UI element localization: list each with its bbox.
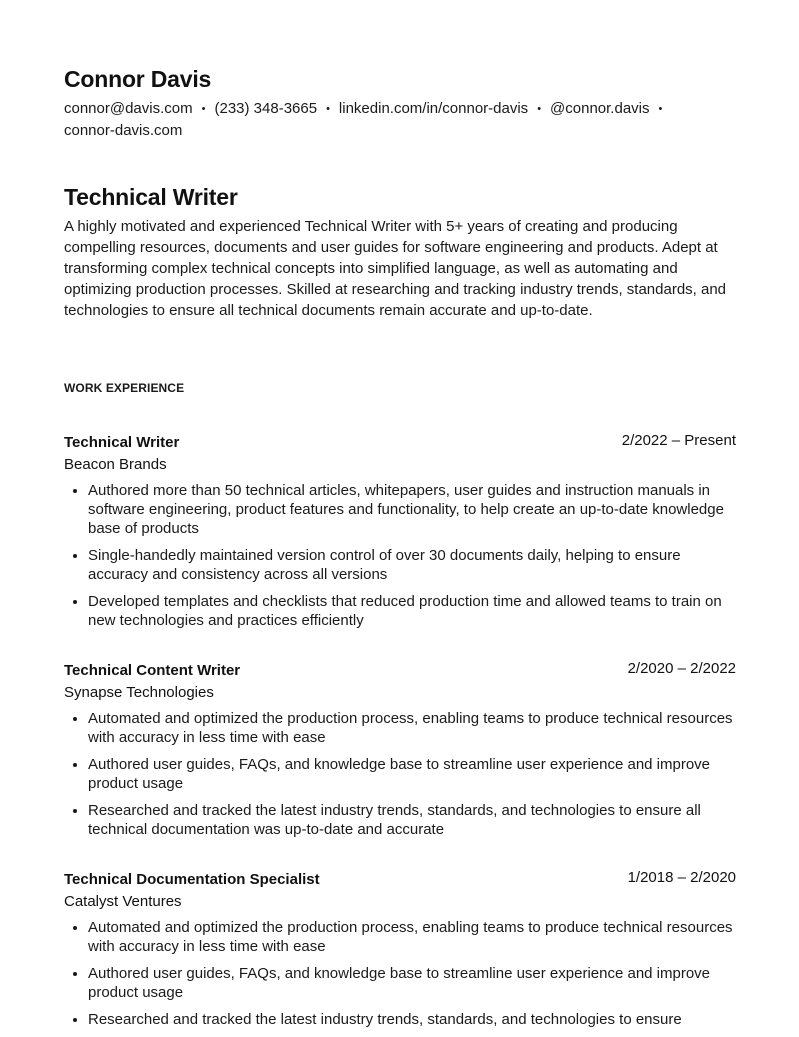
contact-linkedin: linkedin.com/in/connor-davis <box>338 100 529 117</box>
contact-separator: • <box>658 103 663 115</box>
job-title: Technical Writer <box>64 434 180 451</box>
candidate-name: Connor Davis <box>64 66 212 92</box>
job-bullet: • Researched and tracked the latest industry trends, standards, and technologies to ensure all technical documentation was up-to-date and accurate <box>88 801 736 839</box>
contact-website: connor-davis.com <box>64 122 183 139</box>
job-bullet-list <box>64 481 736 630</box>
job-bullet: • Developed templates and checklists that reduced production time and allowed teams to train on new technologies and practices efficiently <box>88 592 736 630</box>
job-dates: 2/2022 – Present <box>621 432 736 449</box>
contact-separator: • <box>537 103 542 115</box>
job-bullet: • Authored user guides, FAQs, and knowledge base to streamline user experience and improve product usage <box>88 755 736 793</box>
job-company: Beacon Brands <box>64 456 167 473</box>
job-bullet: • Researched and tracked the latest industry trends, standards, and technologies to ensure <box>88 1010 736 1029</box>
contact-handle: @connor.davis <box>550 100 650 117</box>
job-company: Synapse Technologies <box>64 684 214 701</box>
job-entry <box>64 432 736 638</box>
job-dates: 2/2020 – 2/2022 <box>627 660 736 677</box>
section-heading-work-experience: WORK EXPERIENCE <box>64 381 185 395</box>
contact-line <box>64 98 736 141</box>
job-bullet: • Automated and optimized the production process, enabling teams to produce technical resources with accuracy in less time with ease <box>88 918 736 956</box>
contact-phone: (233) 348-3665 <box>214 100 318 117</box>
job-title: Technical Documentation Specialist <box>64 871 320 888</box>
profile-title: Technical Writer <box>64 184 238 210</box>
job-bullet: • Automated and optimized the production process, enabling teams to produce technical resources with accuracy in less time with ease <box>88 709 736 747</box>
job-company: Catalyst Ventures <box>64 893 182 910</box>
contact-email: connor@davis.com <box>64 100 193 117</box>
job-bullet-list <box>64 918 736 1029</box>
contact-separator: • <box>326 103 330 115</box>
job-bullet: • Authored more than 50 technical articles, whitepapers, user guides and instruction manuals in software engineering, product features and functionality, to help create an up-to-date knowledge base of products <box>88 481 736 538</box>
job-bullet: • Single-handedly maintained version control of over 30 documents daily, helping to ensure accuracy and consistency across all versions <box>88 546 736 584</box>
job-bullet: • Authored user guides, FAQs, and knowledge base to streamline user experience and improve product usage <box>88 964 736 1002</box>
job-entry <box>64 869 736 1037</box>
job-bullet-list <box>64 709 736 839</box>
job-entry <box>64 660 736 847</box>
job-title: Technical Content Writer <box>64 662 241 679</box>
job-dates: 1/2018 – 2/2020 <box>627 869 736 886</box>
profile-summary: A highly motivated and experienced Technical Writer with 5+ years of creating and producing compelling resources, documents and user guides for software engineering and products. Adept at transforming complex technical concepts into simplified language, as well as automating and optimizing production processes. Skilled at researching and tracking industry trends, standards, and technologies to ensure all technical documents remain accurate and up-to-date. <box>64 218 727 319</box>
contact-separator: • <box>201 103 206 115</box>
